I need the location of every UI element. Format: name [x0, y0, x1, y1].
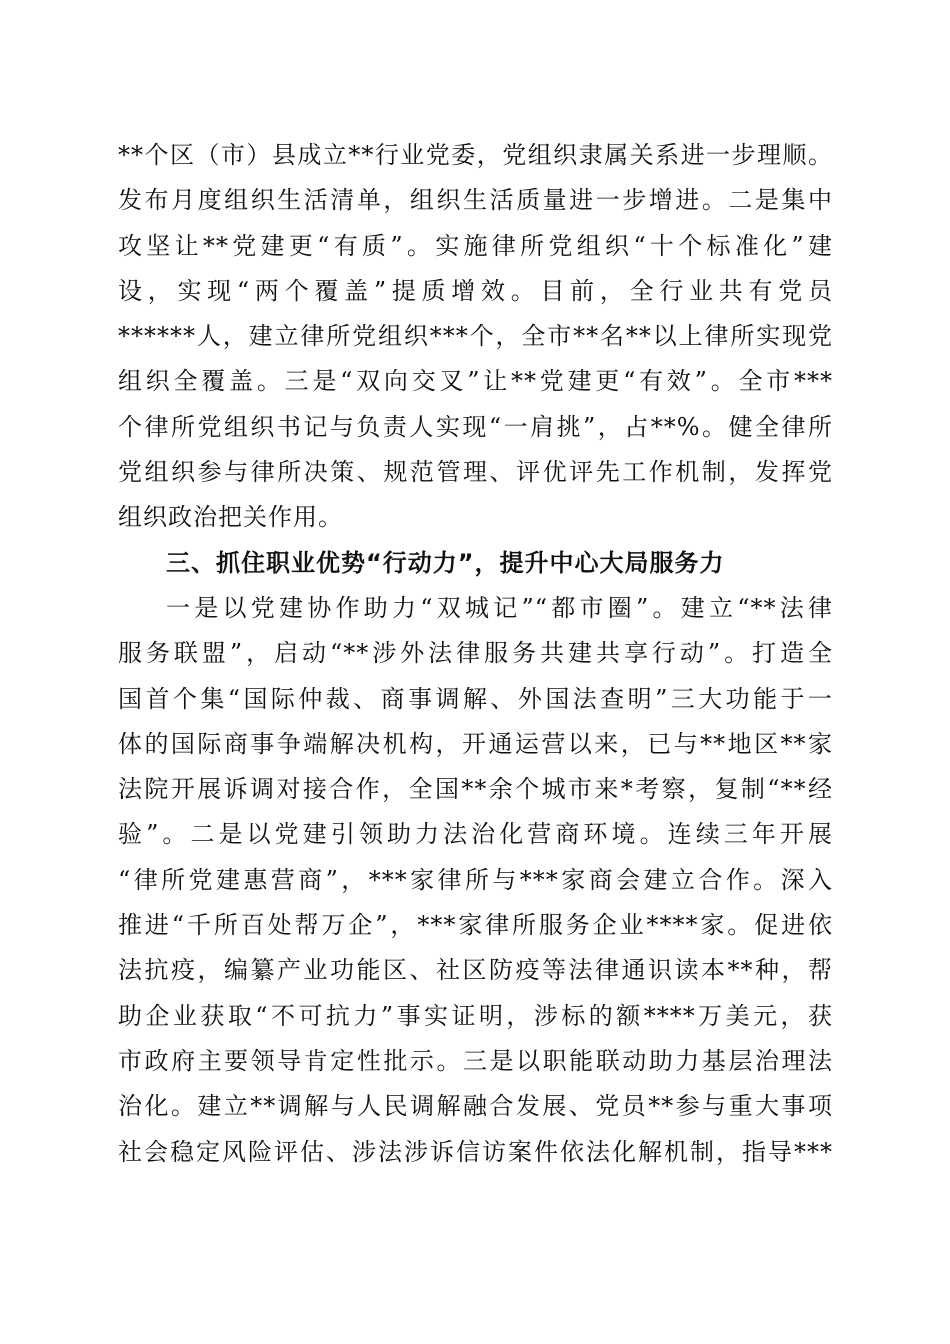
text-line: 治化。建立**调解与人民调解融合发展、党员**参与重大事项	[118, 1092, 833, 1121]
text-line: 体的国际商事争端解决机构，开通运营以来，已与**地区**家	[118, 729, 833, 758]
text-line: 社会稳定风险评估、涉法涉诉信访案件依法化解机制，指导***	[118, 1137, 833, 1166]
paragraph-professional-advantage	[118, 586, 833, 1175]
text-line: 个律所党组织书记与负责人实现“一肩挑”，占**%。健全律所	[118, 412, 833, 441]
text-line: “律所党建惠营商”，***家律所与***家商会建立合作。深入	[118, 865, 833, 894]
text-line: 发布月度组织生活清单，组织生活质量进一步增进。二是集中	[118, 186, 833, 215]
text-line: 国首个集“国际仲裁、商事调解、外国法查明”三大功能于一	[118, 684, 833, 713]
text-line: 推进“千所百处帮万企”，***家律所服务企业****家。促进依	[118, 911, 833, 940]
paragraph-party-building	[118, 133, 833, 541]
text-line: 法院开展诉调对接合作，全国**余个城市来*考察，复制“**经	[118, 775, 833, 804]
text-line: 验”。二是以党建引领助力法治化营商环境。连续三年开展	[118, 820, 833, 849]
document-body	[118, 133, 833, 1175]
text-line: 组织全覆盖。三是“双向交叉”让**党建更“有效”。全市***	[118, 367, 833, 396]
text-line: ******人，建立律所党组织***个，全市**名**以上律所实现党	[118, 322, 833, 351]
text-line: 党组织参与律所决策、规范管理、评优评先工作机制，发挥党	[118, 458, 833, 487]
text-line: 助企业获取“不可抗力”事实证明，涉标的额****万美元，获	[118, 1001, 833, 1030]
text-line: **个区（市）县成立**行业党委，党组织隶属关系进一步理顺。	[118, 141, 833, 169]
text-line: 一是以党建协作助力“双城记”“都市圈”。建立“**法律	[166, 593, 833, 622]
text-line: 法抗疫，编纂产业功能区、社区防疫等法律通识读本**种，帮	[118, 956, 833, 985]
text-line: 攻坚让**党建更“有质”。实施律所党组织“十个标准化”建	[118, 231, 833, 260]
section-heading: 三、抓住职业优势“行动力”，提升中心大局服务力	[166, 548, 725, 577]
text-line: 服务联盟”，启动“**涉外法律服务共建共享行动”。打造全	[118, 639, 833, 668]
text-line: 市政府主要领导肯定性批示。三是以职能联动助力基层治理法	[118, 1046, 833, 1075]
text-line: 组织政治把关作用。	[118, 503, 343, 532]
text-line: 设，实现“两个覆盖”提质增效。目前，全行业共有党员	[118, 276, 833, 305]
